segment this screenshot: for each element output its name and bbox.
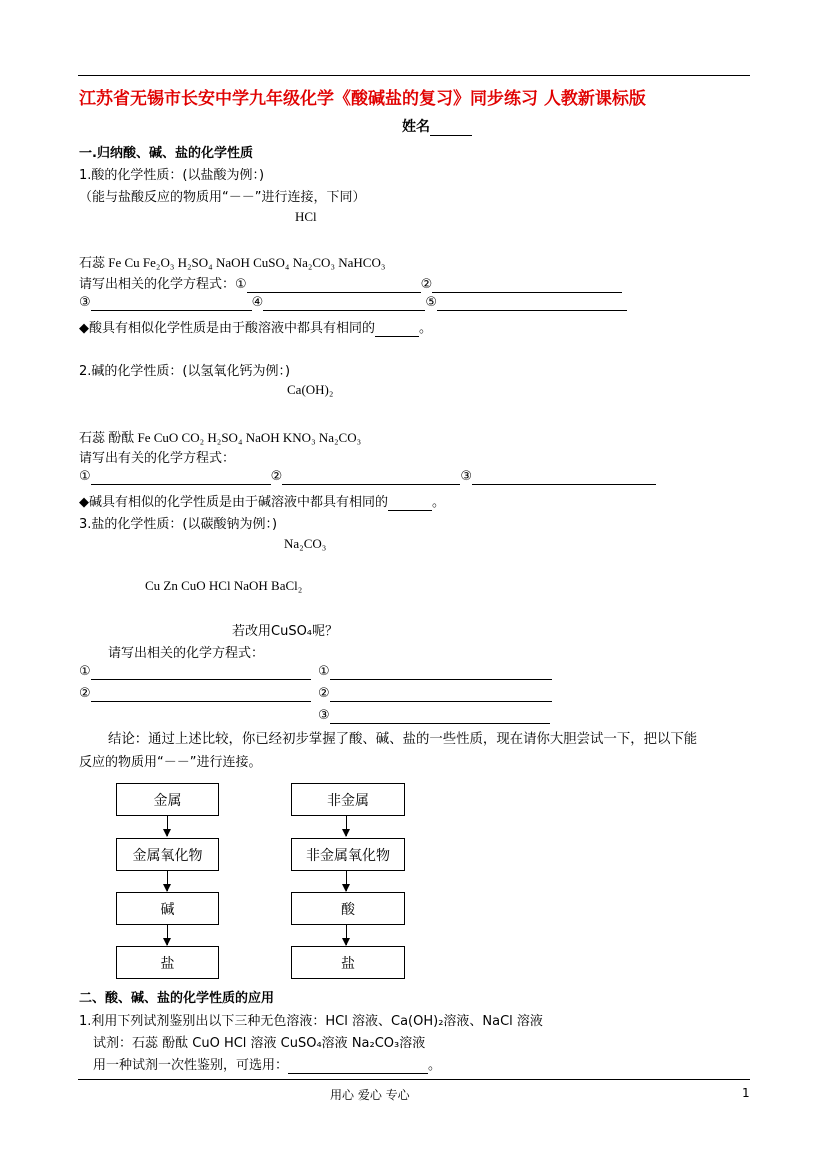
acid-conclusion bbox=[79, 317, 432, 337]
salt-left-m2: ② bbox=[79, 686, 91, 701]
name-label: 姓名 bbox=[402, 119, 430, 135]
salt-label: 3.盐的化学性质：(以碳酸钠为例：) bbox=[79, 517, 278, 532]
salt-left-eq2-blank[interactable] bbox=[91, 686, 311, 702]
acid-eq2-blank[interactable] bbox=[432, 277, 622, 293]
conclusion-line1: 结论：通过上述比较，你已经初步掌握了酸、碱、盐的一些性质，现在请你大胆尝试一下，把以下能 bbox=[108, 732, 698, 747]
diagram-right-label-2: 非金属氧化物 bbox=[306, 847, 390, 864]
salt-right-row2 bbox=[318, 686, 552, 702]
acid-center: HCl bbox=[295, 209, 317, 224]
section2-heading: 二、酸、碱、盐的化学性质的应用 bbox=[79, 991, 275, 1006]
base-m2: ② bbox=[270, 469, 283, 484]
page-number: 1 bbox=[742, 1086, 750, 1100]
salt-left-row1 bbox=[79, 664, 311, 680]
base-eq2-blank[interactable] bbox=[282, 469, 460, 485]
diagram-left-label-1: 金属 bbox=[153, 792, 182, 809]
footer-rule bbox=[78, 1079, 750, 1080]
diagram-right-arrow-2 bbox=[346, 870, 347, 891]
acid-substances: 石蕊 Fe Cu Fe₂O₃ H₂SO₄ NaOH CuSO₄ Na₂CO₃ NaHCO₃ bbox=[79, 255, 386, 270]
base-conclusion-text: ◆碱具有相似的化学性质是由于碱溶液中都具有相同的 bbox=[79, 495, 388, 510]
acid-label: 1.酸的化学性质：(以盐酸为例：) bbox=[79, 168, 265, 183]
section1-heading: 一.归纳酸、碱、盐的化学性质 bbox=[79, 146, 253, 161]
base-substances: 石蕊 酚酞 Fe CuO CO₂ H₂SO₄ NaOH KNO₃ Na₂CO₃ bbox=[79, 430, 362, 445]
diagram-left-arrow-2 bbox=[167, 870, 168, 891]
diagram-right-box-1 bbox=[291, 783, 405, 816]
salt-left-m1: ① bbox=[79, 664, 91, 679]
base-conclusion bbox=[79, 491, 445, 511]
base-m1: ① bbox=[79, 469, 91, 484]
section2-ask-end: 。 bbox=[428, 1058, 442, 1073]
acid-m5: ⑤ bbox=[425, 295, 437, 310]
acid-prompt: 请写出相关的化学方程式：① bbox=[79, 277, 247, 292]
acid-conclusion-text: ◆酸具有相似化学性质是由于酸溶液中都具有相同的 bbox=[79, 321, 375, 336]
acid-eq5-blank[interactable] bbox=[437, 295, 627, 311]
base-m3: ③ bbox=[460, 469, 472, 484]
header-rule bbox=[78, 75, 750, 76]
diagram-right-box-2 bbox=[291, 838, 405, 871]
salt-prompt: 请写出相关的化学方程式： bbox=[108, 646, 265, 661]
base-eq1-blank[interactable] bbox=[91, 469, 271, 485]
salt-right-m2: ② bbox=[318, 686, 330, 701]
base-conclusion-end: 。 bbox=[432, 495, 446, 510]
diagram-left-label-3: 碱 bbox=[160, 901, 175, 918]
diagram-left-label-2: 金属氧化物 bbox=[132, 847, 203, 864]
diagram-right-arrow-1 bbox=[346, 815, 347, 836]
section2-ask-text: 用一种试剂一次性鉴别，可选用： bbox=[93, 1058, 289, 1073]
diagram-left-label-4: 盐 bbox=[160, 955, 175, 972]
diagram-right-box-3 bbox=[291, 892, 405, 925]
base-conclusion-blank[interactable] bbox=[388, 495, 432, 511]
acid-equations-row1 bbox=[79, 273, 622, 293]
salt-center: Na₂CO₃ bbox=[284, 536, 327, 551]
diagram-right-box-4 bbox=[291, 946, 405, 979]
acid-note: （能与盐酸反应的物质用“－－”进行连接，下同） bbox=[79, 190, 366, 205]
diagram-right-label-3: 酸 bbox=[341, 901, 355, 918]
name-field bbox=[402, 116, 472, 136]
acid-eq3-blank[interactable] bbox=[91, 295, 252, 311]
salt-right-m1: ① bbox=[318, 664, 330, 679]
diagram-left-arrow-1 bbox=[167, 815, 168, 836]
diagram-right-label-1: 非金属 bbox=[327, 792, 369, 809]
salt-right-m3: ③ bbox=[318, 708, 330, 723]
acid-equations-row2 bbox=[79, 295, 627, 311]
section2-ask bbox=[93, 1054, 441, 1074]
salt-left-eq1-blank[interactable] bbox=[91, 664, 311, 680]
salt-right-eq3-blank[interactable] bbox=[330, 708, 550, 724]
base-prompt: 请写出有关的化学方程式： bbox=[79, 451, 236, 466]
salt-right-row3 bbox=[318, 708, 550, 724]
acid-m3: ③ bbox=[79, 295, 91, 310]
page-title: 江苏省无锡市长安中学九年级化学《酸碱盐的复习》同步练习 人教新课标版 bbox=[79, 89, 646, 109]
salt-left-row2 bbox=[79, 686, 311, 702]
diagram-left-box-1 bbox=[116, 783, 219, 816]
diagram-right-label-4: 盐 bbox=[341, 955, 355, 972]
diagram-left-box-2 bbox=[116, 838, 219, 871]
footer-motto: 用心 爱心 专心 bbox=[330, 1088, 410, 1102]
name-blank[interactable] bbox=[430, 119, 472, 136]
base-eq3-blank[interactable] bbox=[472, 469, 656, 485]
acid-m4: ④ bbox=[251, 295, 264, 310]
diagram-left-box-4 bbox=[116, 946, 219, 979]
acid-conclusion-blank[interactable] bbox=[375, 321, 419, 337]
section2-reagents: 试剂：石蕊 酚酞 CuO HCl 溶液 CuSO₄溶液 Na₂CO₃溶液 bbox=[93, 1036, 426, 1051]
diagram-left-box-3 bbox=[116, 892, 219, 925]
acid-eq1-blank[interactable] bbox=[247, 277, 421, 293]
section2-answer-blank[interactable] bbox=[288, 1058, 428, 1074]
base-center: Ca(OH)₂ bbox=[287, 382, 334, 397]
salt-right-row1 bbox=[318, 664, 552, 680]
salt-right-eq1-blank[interactable] bbox=[330, 664, 552, 680]
diagram-right-arrow-3 bbox=[346, 924, 347, 945]
salt-question: 若改用CuSO₄呢？ bbox=[232, 624, 339, 639]
section2-q1: 1.利用下列试剂鉴别出以下三种无色溶液：HCl 溶液、Ca(OH)₂溶液、NaCl 溶液 bbox=[79, 1014, 543, 1029]
salt-substances: Cu Zn CuO HCl NaOH BaCl₂ bbox=[145, 578, 303, 593]
acid-conclusion-end: 。 bbox=[419, 321, 433, 336]
diagram-left-arrow-3 bbox=[167, 924, 168, 945]
conclusion-line2: 反应的物质用“－－”进行连接。 bbox=[79, 755, 262, 770]
acid-m2: ② bbox=[420, 277, 433, 292]
base-label: 2.碱的化学性质：(以氢氧化钙为例：) bbox=[79, 364, 291, 379]
base-equations-row bbox=[79, 469, 656, 485]
acid-eq4-blank[interactable] bbox=[263, 295, 425, 311]
salt-right-eq2-blank[interactable] bbox=[330, 686, 552, 702]
